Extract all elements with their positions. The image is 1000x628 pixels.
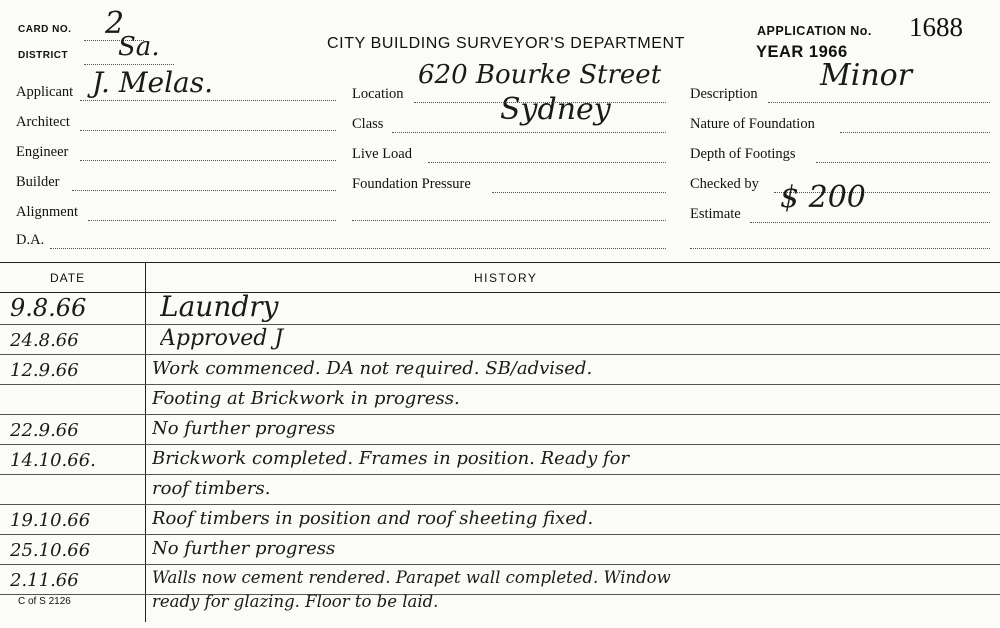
history-text: No further progress bbox=[152, 538, 336, 559]
history-date: 12.9.66 bbox=[10, 360, 79, 381]
date-header: DATE bbox=[50, 271, 86, 285]
history-text: Work commenced. DA not required. SB/advised. bbox=[152, 358, 593, 379]
location-line bbox=[414, 102, 666, 103]
department-title: CITY BUILDING SURVEYOR'S DEPARTMENT bbox=[327, 35, 686, 52]
depth-footings-line bbox=[816, 162, 990, 163]
da-label: D.A. bbox=[16, 232, 45, 248]
history-header: HISTORY bbox=[474, 271, 538, 285]
history-date: 9.8.66 bbox=[10, 294, 87, 322]
year-label: YEAR 1966 bbox=[756, 43, 848, 61]
builder-line bbox=[72, 190, 336, 191]
history-date: 2.11.66 bbox=[10, 570, 79, 591]
history-text: Brickwork completed. Frames in position. Ready for bbox=[152, 448, 630, 469]
card-no-label: CARD NO. bbox=[18, 24, 72, 35]
class-line bbox=[392, 132, 666, 133]
history-text: Roof timbers in position and roof sheeting fixed. bbox=[152, 508, 594, 529]
history-row bbox=[0, 448, 1000, 478]
history-text: Approved J bbox=[160, 326, 284, 351]
live-load-line bbox=[428, 162, 666, 163]
history-row bbox=[0, 328, 1000, 358]
history-row bbox=[0, 418, 1000, 448]
history-row bbox=[0, 478, 1000, 508]
history-date: 24.8.66 bbox=[10, 330, 79, 351]
history-date: 22.9.66 bbox=[10, 420, 79, 441]
applicant-line bbox=[80, 100, 336, 101]
depth-footings-label: Depth of Footings bbox=[690, 146, 796, 162]
history-text: roof timbers. bbox=[152, 478, 271, 499]
application-number: 1688 bbox=[909, 12, 963, 42]
history-text: Laundry bbox=[160, 290, 279, 323]
nature-foundation-line bbox=[840, 132, 990, 133]
location-value-city: Sydney bbox=[500, 92, 611, 127]
architect-line bbox=[80, 130, 336, 131]
alignment-label: Alignment bbox=[16, 204, 79, 220]
history-row bbox=[0, 538, 1000, 568]
middle-extra-line bbox=[352, 220, 666, 221]
history-text: No further progress bbox=[152, 418, 336, 439]
history-row bbox=[0, 358, 1000, 388]
description-value: Minor bbox=[820, 58, 913, 93]
application-label: APPLICATION No. bbox=[757, 24, 872, 38]
district-value: Sa. bbox=[118, 32, 160, 62]
estimate-value: $ 200 bbox=[780, 180, 866, 215]
class-label: Class bbox=[352, 116, 384, 132]
history-date: 19.10.66 bbox=[10, 510, 91, 531]
engineer-label: Engineer bbox=[16, 144, 69, 160]
architect-label: Architect bbox=[16, 114, 70, 130]
history-row bbox=[0, 388, 1000, 418]
history-row bbox=[0, 508, 1000, 538]
foundation-pressure-label: Foundation Pressure bbox=[352, 176, 471, 192]
applicant-label: Applicant bbox=[16, 84, 74, 100]
engineer-line bbox=[80, 160, 336, 161]
builder-label: Builder bbox=[16, 174, 60, 190]
estimate-label: Estimate bbox=[690, 206, 741, 222]
location-value-street: 620 Bourke Street bbox=[418, 60, 662, 90]
applicant-value: J. Melas. bbox=[92, 66, 214, 99]
description-line bbox=[768, 102, 990, 103]
history-text: Footing at Brickwork in progress. bbox=[152, 388, 460, 409]
card-no-value: 2 bbox=[105, 6, 125, 41]
history-row bbox=[0, 592, 1000, 622]
district-label: DISTRICT bbox=[18, 50, 69, 61]
alignment-line bbox=[88, 220, 336, 221]
table-top-rule bbox=[0, 262, 1000, 263]
da-line bbox=[50, 248, 666, 249]
nature-foundation-label: Nature of Foundation bbox=[690, 116, 815, 132]
history-date: 14.10.66. bbox=[10, 450, 96, 471]
history-date: 25.10.66 bbox=[10, 540, 91, 561]
checked-by-label: Checked by bbox=[690, 176, 759, 192]
location-label: Location bbox=[352, 86, 404, 102]
history-text: ready for glazing. Floor to be laid. bbox=[152, 592, 439, 611]
estimate-line bbox=[750, 222, 990, 223]
live-load-label: Live Load bbox=[352, 146, 412, 162]
form-code: C of S 2126 bbox=[18, 596, 71, 607]
description-label: Description bbox=[690, 86, 758, 102]
foundation-pressure-line bbox=[492, 192, 666, 193]
district-line bbox=[84, 64, 174, 65]
history-row bbox=[0, 290, 1000, 326]
history-text: Walls now cement rendered. Parapet wall completed. Window bbox=[152, 568, 671, 587]
right-extra-line bbox=[690, 248, 990, 249]
